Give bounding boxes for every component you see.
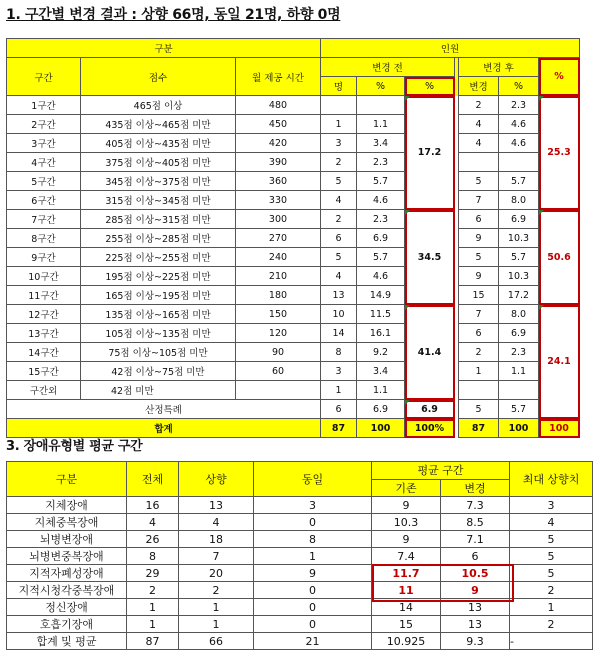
t2-same-cell: 9 [254, 565, 372, 582]
table-row [7, 531, 593, 548]
t2-base-cell: 9 [372, 497, 441, 514]
before-count-cell: 2 [321, 210, 357, 229]
hours-cell: 360 [236, 172, 321, 191]
before-count-cell: 14 [321, 324, 357, 343]
before-pct-cell: 3.4 [357, 362, 405, 381]
t2-changed-cell: 10.5 [441, 565, 510, 582]
range-change-table [6, 38, 580, 438]
before-pct-cell: 4.6 [357, 191, 405, 210]
range-cell: 13구간 [7, 324, 81, 343]
table-row [7, 633, 593, 650]
t2-type-cell: 합계 및 평균 [7, 633, 127, 650]
range-cell: 11구간 [7, 286, 81, 305]
after-pct-cell: 17.2 [499, 286, 539, 305]
t2-total-cell: 8 [127, 548, 179, 565]
t2-max-cell: 2 [510, 616, 593, 633]
before-count-cell: 13 [321, 286, 357, 305]
t2-base-cell: 10.3 [372, 514, 441, 531]
before-pct-cell: 11.5 [357, 305, 405, 324]
t2-same-cell: 0 [254, 582, 372, 599]
t2-total-cell: 87 [127, 633, 179, 650]
t2-max-cell: - [510, 633, 593, 650]
t2-same-cell: 0 [254, 514, 372, 531]
t2-header-base: 기존 [372, 479, 441, 497]
t2-changed-cell: 8.5 [441, 514, 510, 531]
score-cell: 315점 이상~345점 미만 [81, 191, 236, 210]
after-count-cell [459, 153, 499, 172]
after-count-cell: 9 [459, 229, 499, 248]
table-row [7, 248, 580, 267]
after-pct-cell: 4.6 [499, 134, 539, 153]
before-pct-cell: 1.1 [357, 115, 405, 134]
after-pct-cell: 2.3 [499, 343, 539, 362]
table-row [7, 565, 593, 582]
after-pct-cell: 1.1 [499, 362, 539, 381]
range-cell: 6구간 [7, 191, 81, 210]
after-group-pct: 50.6 [539, 210, 580, 305]
range-cell: 4구간 [7, 153, 81, 172]
t2-base-cell: 7.4 [372, 548, 441, 565]
table-row [7, 134, 580, 153]
before-pct-cell: 1.1 [357, 381, 405, 400]
t2-max-cell: 5 [510, 565, 593, 582]
t2-header-max: 최대 상향치 [510, 462, 593, 497]
range-cell: 14구간 [7, 343, 81, 362]
hours-cell: 180 [236, 286, 321, 305]
section1-title: 1. 구간별 변경 결과 : 상향 66명, 동일 21명, 하향 0명 [6, 7, 341, 23]
table-row [7, 616, 593, 633]
score-cell: 255점 이상~285점 미만 [81, 229, 236, 248]
after-count-cell: 5 [459, 172, 499, 191]
total-after-group: 100 [539, 419, 580, 438]
after-count-cell: 6 [459, 324, 499, 343]
t2-same-cell: 21 [254, 633, 372, 650]
after-pct-cell: 4.6 [499, 115, 539, 134]
after-pct-cell: 2.3 [499, 96, 539, 115]
t2-same-cell: 0 [254, 616, 372, 633]
t2-total-cell: 26 [127, 531, 179, 548]
total-label: 합계 [7, 419, 321, 438]
before-count-cell: 5 [321, 172, 357, 191]
before-count-cell: 3 [321, 134, 357, 153]
t2-header-up: 상향 [179, 462, 254, 497]
hours-cell: 330 [236, 191, 321, 210]
header-before-group-pct: % [405, 77, 455, 96]
total-after-count: 87 [459, 419, 499, 438]
t2-type-cell: 호흡기장애 [7, 616, 127, 633]
after-pct-cell: 10.3 [499, 267, 539, 286]
after-count-cell: 4 [459, 115, 499, 134]
before-pct-cell: 2.3 [357, 210, 405, 229]
table-row [7, 210, 580, 229]
special-row [7, 400, 580, 419]
t2-header-same: 동일 [254, 462, 372, 497]
before-count-cell: 8 [321, 343, 357, 362]
header-gubun: 구분 [7, 39, 321, 58]
header-before-pct: % [357, 77, 405, 96]
before-group-pct: 34.5 [405, 210, 455, 305]
t2-header-avg: 평균 구간 [372, 462, 510, 480]
t2-max-cell: 3 [510, 497, 593, 514]
before-count-cell: 1 [321, 381, 357, 400]
special-after-pct: 5.7 [499, 400, 539, 419]
header-gugan: 구간 [7, 58, 81, 96]
t2-changed-cell: 9.3 [441, 633, 510, 650]
before-pct-cell: 4.6 [357, 267, 405, 286]
score-cell: 405점 이상~435점 미만 [81, 134, 236, 153]
after-count-cell: 4 [459, 134, 499, 153]
hours-cell: 120 [236, 324, 321, 343]
hours-cell: 300 [236, 210, 321, 229]
table-row [7, 343, 580, 362]
before-pct-cell: 16.1 [357, 324, 405, 343]
range-cell: 3구간 [7, 134, 81, 153]
total-after-pct: 100 [499, 419, 539, 438]
before-count-cell: 2 [321, 153, 357, 172]
t2-max-cell: 1 [510, 599, 593, 616]
table-row [7, 115, 580, 134]
table-row [7, 267, 580, 286]
table-row [7, 362, 580, 381]
after-pct-cell [499, 381, 539, 400]
hours-cell: 90 [236, 343, 321, 362]
t2-same-cell: 8 [254, 531, 372, 548]
before-count-cell: 4 [321, 191, 357, 210]
t2-up-cell: 7 [179, 548, 254, 565]
t2-total-cell: 29 [127, 565, 179, 582]
before-count-cell: 1 [321, 115, 357, 134]
t2-changed-cell: 13 [441, 616, 510, 633]
t2-same-cell: 3 [254, 497, 372, 514]
t2-type-cell: 지체장애 [7, 497, 127, 514]
range-cell: 구간외 [7, 381, 81, 400]
t2-changed-cell: 6 [441, 548, 510, 565]
header-after-count: 변경 [459, 77, 499, 96]
score-cell: 75점 이상~105점 미만 [81, 343, 236, 362]
before-group-pct: 17.2 [405, 96, 455, 210]
t2-header-changed: 변경 [441, 479, 510, 497]
before-pct-cell: 5.7 [357, 172, 405, 191]
before-count-cell: 3 [321, 362, 357, 381]
t2-changed-cell: 7.3 [441, 497, 510, 514]
range-cell: 8구간 [7, 229, 81, 248]
score-cell: 225점 이상~255점 미만 [81, 248, 236, 267]
score-cell: 345점 이상~375점 미만 [81, 172, 236, 191]
score-cell: 135점 이상~165점 미만 [81, 305, 236, 324]
t2-base-cell: 14 [372, 599, 441, 616]
t2-type-cell: 지적시청각중복장애 [7, 582, 127, 599]
t2-up-cell: 13 [179, 497, 254, 514]
hours-cell [236, 381, 321, 400]
t2-max-cell: 2 [510, 582, 593, 599]
range-cell: 1구간 [7, 96, 81, 115]
t2-total-cell: 4 [127, 514, 179, 531]
before-count-cell: 5 [321, 248, 357, 267]
before-pct-cell: 14.9 [357, 286, 405, 305]
table-row [7, 286, 580, 305]
after-count-cell: 7 [459, 305, 499, 324]
after-pct-cell: 8.0 [499, 191, 539, 210]
t2-base-cell: 15 [372, 616, 441, 633]
hours-cell: 390 [236, 153, 321, 172]
hours-cell: 210 [236, 267, 321, 286]
hours-cell: 420 [236, 134, 321, 153]
score-cell: 165점 이상~195점 미만 [81, 286, 236, 305]
before-count-cell: 10 [321, 305, 357, 324]
score-cell: 195점 이상~225점 미만 [81, 267, 236, 286]
range-cell: 7구간 [7, 210, 81, 229]
table-row [7, 381, 580, 400]
table-row [7, 324, 580, 343]
table-row [7, 305, 580, 324]
range-cell: 2구간 [7, 115, 81, 134]
header-after-pct: % [499, 77, 539, 96]
t2-header-total: 전체 [127, 462, 179, 497]
table-row [7, 582, 593, 599]
t2-up-cell: 4 [179, 514, 254, 531]
table-row [7, 497, 593, 514]
header-score: 점수 [81, 58, 236, 96]
score-cell: 465점 이상 [81, 96, 236, 115]
hours-cell: 60 [236, 362, 321, 381]
total-before-pct: 100 [357, 419, 405, 438]
hours-cell: 480 [236, 96, 321, 115]
table-row [7, 229, 580, 248]
special-before-count: 6 [321, 400, 357, 419]
t2-header-gubun: 구분 [7, 462, 127, 497]
after-pct-cell: 8.0 [499, 305, 539, 324]
after-pct-cell [499, 153, 539, 172]
before-pct-cell: 5.7 [357, 248, 405, 267]
t2-changed-cell: 7.1 [441, 531, 510, 548]
header-before-count: 명 [321, 77, 357, 96]
table-row [7, 153, 580, 172]
after-pct-cell: 6.9 [499, 324, 539, 343]
table-row [7, 599, 593, 616]
score-cell: 285점 이상~315점 미만 [81, 210, 236, 229]
table-row [7, 172, 580, 191]
range-cell: 10구간 [7, 267, 81, 286]
t2-max-cell: 5 [510, 548, 593, 565]
hours-cell: 450 [236, 115, 321, 134]
before-pct-cell: 2.3 [357, 153, 405, 172]
range-cell: 9구간 [7, 248, 81, 267]
score-cell: 375점 이상~405점 미만 [81, 153, 236, 172]
t2-max-cell: 4 [510, 514, 593, 531]
t2-changed-cell: 13 [441, 599, 510, 616]
range-cell: 15구간 [7, 362, 81, 381]
table-row [7, 514, 593, 531]
t2-same-cell: 1 [254, 548, 372, 565]
section2-title: 3. 장애유형별 평균 구간 [6, 439, 143, 454]
after-count-cell: 2 [459, 96, 499, 115]
before-group-pct: 41.4 [405, 305, 455, 400]
t2-max-cell: 5 [510, 531, 593, 548]
t2-up-cell: 1 [179, 616, 254, 633]
t2-type-cell: 뇌병변중복장애 [7, 548, 127, 565]
special-before-group: 6.9 [405, 400, 455, 419]
before-pct-cell: 3.4 [357, 134, 405, 153]
t2-type-cell: 뇌병변장애 [7, 531, 127, 548]
score-cell: 105점 이상~135점 미만 [81, 324, 236, 343]
t2-total-cell: 2 [127, 582, 179, 599]
after-count-cell: 15 [459, 286, 499, 305]
total-before-count: 87 [321, 419, 357, 438]
header-inwon: 인원 [321, 39, 580, 58]
after-count-cell: 9 [459, 267, 499, 286]
hours-cell: 270 [236, 229, 321, 248]
before-count-cell: 6 [321, 229, 357, 248]
score-cell: 42점 미만 [81, 381, 236, 400]
total-before-group: 100% [405, 419, 455, 438]
t2-base-cell: 10.925 [372, 633, 441, 650]
header-after: 변경 후 [459, 58, 539, 77]
range-cell: 5구간 [7, 172, 81, 191]
hours-cell: 240 [236, 248, 321, 267]
t2-up-cell: 2 [179, 582, 254, 599]
special-after-count: 5 [459, 400, 499, 419]
after-pct-cell: 10.3 [499, 229, 539, 248]
header-before: 변경 전 [321, 58, 455, 77]
after-pct-cell: 5.7 [499, 172, 539, 191]
after-group-pct: 24.1 [539, 305, 580, 419]
table-row [7, 548, 593, 565]
after-count-cell [459, 381, 499, 400]
t2-up-cell: 1 [179, 599, 254, 616]
header-hours: 월 제공 시간 [236, 58, 321, 96]
score-cell: 42점 이상~75점 미만 [81, 362, 236, 381]
t2-up-cell: 66 [179, 633, 254, 650]
t2-base-cell: 11.7 [372, 565, 441, 582]
t2-up-cell: 20 [179, 565, 254, 582]
t2-changed-cell: 9 [441, 582, 510, 599]
t2-up-cell: 18 [179, 531, 254, 548]
after-count-cell: 5 [459, 248, 499, 267]
before-pct-cell [357, 96, 405, 115]
before-pct-cell: 6.9 [357, 229, 405, 248]
hours-cell: 150 [236, 305, 321, 324]
after-count-cell: 2 [459, 343, 499, 362]
after-count-cell: 6 [459, 210, 499, 229]
before-count-cell: 4 [321, 267, 357, 286]
after-pct-cell: 5.7 [499, 248, 539, 267]
after-count-cell: 7 [459, 191, 499, 210]
t2-total-cell: 1 [127, 616, 179, 633]
before-pct-cell: 9.2 [357, 343, 405, 362]
after-count-cell: 1 [459, 362, 499, 381]
after-pct-cell: 6.9 [499, 210, 539, 229]
range-cell: 12구간 [7, 305, 81, 324]
t2-same-cell: 0 [254, 599, 372, 616]
t2-type-cell: 지체중복장애 [7, 514, 127, 531]
after-group-pct: 25.3 [539, 96, 580, 210]
header-after-group-pct: % [539, 58, 580, 96]
special-before-pct: 6.9 [357, 400, 405, 419]
t2-type-cell: 정신장애 [7, 599, 127, 616]
score-cell: 435점 이상~465점 미만 [81, 115, 236, 134]
t2-base-cell: 11 [372, 582, 441, 599]
table-row [7, 96, 580, 115]
disability-type-table [6, 461, 593, 650]
t2-total-cell: 16 [127, 497, 179, 514]
before-count-cell [321, 96, 357, 115]
t2-total-cell: 1 [127, 599, 179, 616]
t2-base-cell: 9 [372, 531, 441, 548]
t2-type-cell: 지적자폐성장애 [7, 565, 127, 582]
special-label: 산정특례 [7, 400, 321, 419]
table-row [7, 191, 580, 210]
